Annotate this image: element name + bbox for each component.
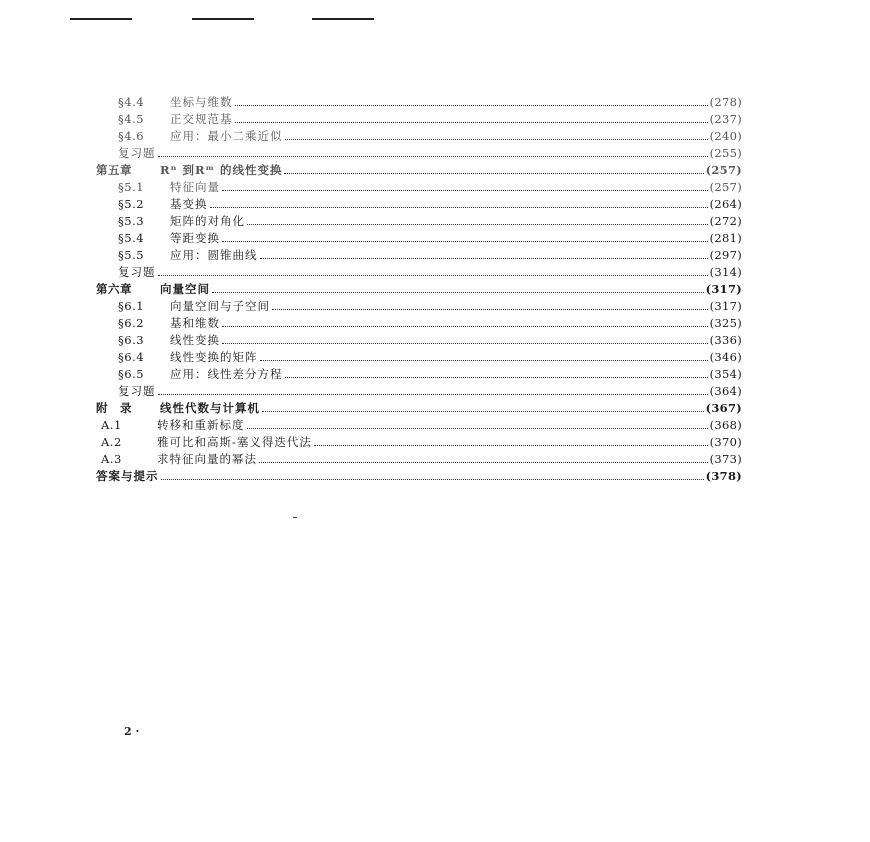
toc-entry: [96, 383, 742, 400]
toc-entry-title: 雅可比和高斯-塞义得迭代法: [157, 435, 312, 449]
page-number: 2 ·: [124, 725, 140, 738]
toc-entry-number: §5.2: [118, 197, 145, 211]
toc-entry-title: 线性变换的矩阵: [170, 350, 258, 364]
toc-entry-title: 应用：最小二乘近似: [170, 129, 283, 143]
dot-leader: [285, 130, 708, 140]
toc-entry: [96, 111, 742, 128]
dot-leader: [222, 232, 708, 242]
toc-entry-title: 特征向量: [170, 180, 220, 194]
toc-entry: [96, 230, 742, 247]
toc-entry-number: §5.1: [118, 180, 145, 194]
dot-leader: [247, 215, 708, 225]
toc-entry-title: 向量空间与子空间: [170, 299, 270, 313]
dot-leader: [284, 164, 703, 174]
toc-entry: [96, 281, 742, 298]
header-rule-2: [192, 18, 254, 20]
toc-entry-page: (317): [709, 299, 742, 313]
dot-leader: [314, 436, 708, 446]
toc-entry-page: (325): [709, 316, 742, 330]
toc-entry-number: §6.5: [118, 367, 145, 381]
toc-entry-page: (317): [705, 282, 742, 296]
toc-entry: [96, 400, 742, 417]
toc-entry: [96, 162, 742, 179]
dot-leader: [260, 249, 708, 259]
toc-entry-title: 等距变换: [170, 231, 220, 245]
toc-entry-number: §4.5: [118, 112, 145, 126]
toc-entry-number: 附 录: [96, 401, 132, 415]
toc-entry-number: §5.4: [118, 231, 145, 245]
toc-entry-title: 坐标与维数: [170, 95, 233, 109]
toc-entry-page: (272): [709, 214, 742, 228]
toc-entry-page: (297): [709, 248, 742, 262]
toc-entry: [96, 264, 742, 281]
toc-entry-number: §5.3: [118, 214, 145, 228]
toc-entry: [96, 468, 742, 485]
toc-entry-number: A.3: [101, 452, 122, 466]
toc-entry: [96, 417, 742, 434]
toc-entry: [96, 315, 742, 332]
toc-entry-page: (278): [709, 95, 742, 109]
toc-entry: [96, 145, 742, 162]
header-rule-3: [312, 18, 374, 20]
dot-leader: [158, 266, 708, 276]
toc-entry-title: 复习题: [118, 384, 156, 398]
toc-entry: [96, 366, 742, 383]
dot-leader: [262, 402, 704, 412]
toc-entry-page: (314): [709, 265, 742, 279]
toc-entry-number: §6.3: [118, 333, 145, 347]
toc-entry-number: §6.4: [118, 350, 145, 364]
toc-entry-number: 第五章: [96, 163, 132, 177]
toc-entry-title: 复习题: [118, 146, 156, 160]
dot-leader: [235, 96, 708, 106]
toc-entry: [96, 434, 742, 451]
dot-leader: [161, 470, 704, 480]
toc-entry-title: 转移和重新标度: [157, 418, 245, 432]
toc-entry-number: §4.6: [118, 129, 145, 143]
toc-entry: [96, 128, 742, 145]
toc-entry-page: (373): [709, 452, 742, 466]
dot-leader: [222, 334, 708, 344]
toc-entry-title: 应用：线性差分方程: [170, 367, 283, 381]
toc-entry-page: (257): [709, 180, 742, 194]
dot-leader: [259, 453, 708, 463]
stray-mark: [293, 517, 297, 518]
toc-entry-number: A.1: [101, 418, 122, 432]
toc-entry-number: §6.1: [118, 299, 145, 313]
toc-entry: [96, 179, 742, 196]
toc-entry-page: (378): [705, 469, 742, 483]
toc-entry: [96, 332, 742, 349]
toc-entry-page: (257): [705, 163, 742, 177]
toc-entry-number: §5.5: [118, 248, 145, 262]
toc-entry-page: (281): [709, 231, 742, 245]
toc-entry-number: §4.4: [118, 95, 145, 109]
toc-entry-title: 应用：圆锥曲线: [170, 248, 258, 262]
toc-entry-title: 正交规范基: [170, 112, 233, 126]
toc-entry: [96, 451, 742, 468]
toc-entry-page: (264): [709, 197, 742, 211]
toc-entry-number: A.2: [101, 435, 122, 449]
toc-entry-page: (346): [709, 350, 742, 364]
dot-leader: [222, 181, 708, 191]
toc-entry: [96, 94, 742, 111]
toc-entry-page: (255): [709, 146, 742, 160]
toc-entry-page: (368): [709, 418, 742, 432]
toc-entry-page: (336): [709, 333, 742, 347]
toc-entry: [96, 213, 742, 230]
toc-entry-title: 向量空间: [160, 282, 210, 296]
dot-leader: [212, 283, 704, 293]
toc-entry-title: 基变换: [170, 197, 208, 211]
table-of-contents: [96, 94, 742, 485]
toc-entry-title: 线性变换: [170, 333, 220, 347]
dot-leader: [222, 317, 708, 327]
toc-entry-page: (364): [709, 384, 742, 398]
toc-entry-title: Rⁿ 到Rᵐ 的线性变换: [160, 163, 283, 177]
toc-entry-title: 矩阵的对角化: [170, 214, 245, 228]
dot-leader: [272, 300, 708, 310]
toc-entry: [96, 196, 742, 213]
toc-entry-page: (240): [709, 129, 742, 143]
dot-leader: [235, 113, 708, 123]
toc-entry-title: 求特征向量的幂法: [157, 452, 257, 466]
header-rule-1: [70, 18, 132, 20]
toc-entry-number: §6.2: [118, 316, 145, 330]
dot-leader: [260, 351, 708, 361]
toc-entry-title: 答案与提示: [96, 469, 159, 483]
toc-entry-page: (370): [709, 435, 742, 449]
dot-leader: [210, 198, 708, 208]
toc-entry-number: 第六章: [96, 282, 132, 296]
dot-leader: [247, 419, 708, 429]
dot-leader: [158, 147, 708, 157]
toc-entry: [96, 247, 742, 264]
dot-leader: [285, 368, 708, 378]
toc-entry: [96, 349, 742, 366]
toc-entry-page: (237): [709, 112, 742, 126]
toc-entry-title: 基和维数: [170, 316, 220, 330]
toc-entry-page: (367): [705, 401, 742, 415]
toc-entry: [96, 298, 742, 315]
toc-entry-title: 线性代数与计算机: [160, 401, 260, 415]
toc-entry-page: (354): [709, 367, 742, 381]
toc-entry-title: 复习题: [118, 265, 156, 279]
dot-leader: [158, 385, 708, 395]
